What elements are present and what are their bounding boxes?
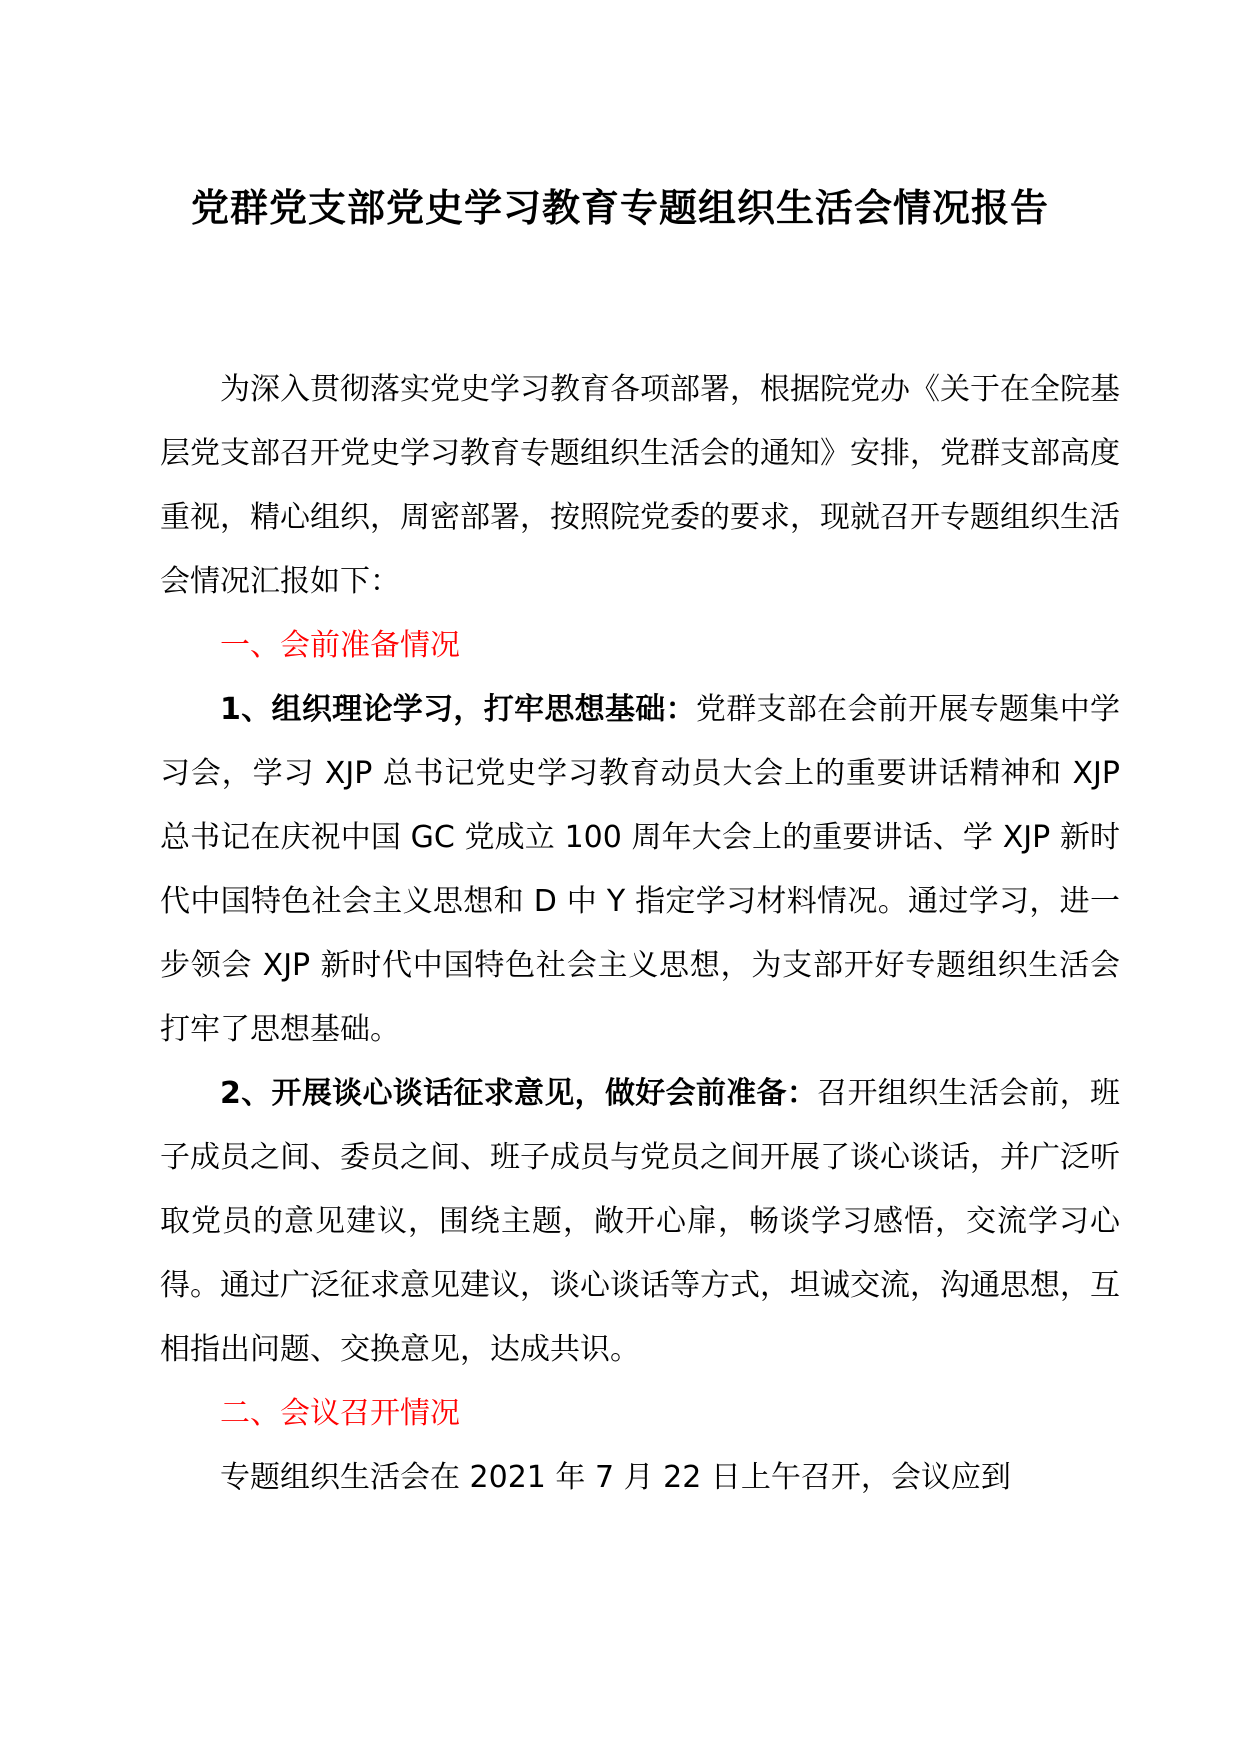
item-text-talks: 召开组织生活会前，班子成员之间、委员之间、班子成员与党员之间开展了谈心谈话，并广泛听取党员的意见建议，围绕主题，敞开心扉，畅谈学习感悟，交流学习心得。通过广泛征求意见建议，谈心谈话等方式，坦诚交流，沟通思想，互相指出问题、交换意见，达成共识。 [160,1076,1121,1367]
document-body [160,358,1120,1510]
item-paragraph-study [160,678,1120,1062]
section-heading-meeting: 二、会议召开情况 [220,1396,460,1431]
item-paragraph-talks [160,1062,1120,1382]
item-lead-study: 1、组织理论学习，打牢思想基础： [220,692,696,727]
item-text-study: 党群支部在会前开展专题集中学习会，学习 XJP 总书记党史学习教育动员大会上的重要讲话精神和 XJP 总书记在庆祝中国 GC 党成立 100 周年大会上的重要讲话、学 XJP 新时代中国特色社会主义思想和 D 中 Y 指定学习材料情况。通过学习，进一步领会 XJP 新时代中国特色社会主义思想，为支部开好专题组织生活会打牢了思想基础。 [160,692,1121,1047]
intro-paragraph: 为深入贯彻落实党史学习教育各项部署，根据院党办《关于在全院基层党支部召开党史学习教育专题组织生活会的通知》安排，党群支部高度重视，精心组织，周密部署，按照院党委的要求，现就召开专题组织生活会情况汇报如下： [160,372,1120,599]
meeting-paragraph: 专题组织生活会在 2021 年 7 月 22 日上午召开，会议应到 [220,1460,1011,1495]
item-lead-talks: 2、开展谈心谈话征求意见，做好会前准备： [220,1076,818,1111]
document-title: 党群党支部党史学习教育专题组织生活会情况报告 [190,186,1049,230]
section-heading-preparation: 一、会前准备情况 [220,628,460,663]
